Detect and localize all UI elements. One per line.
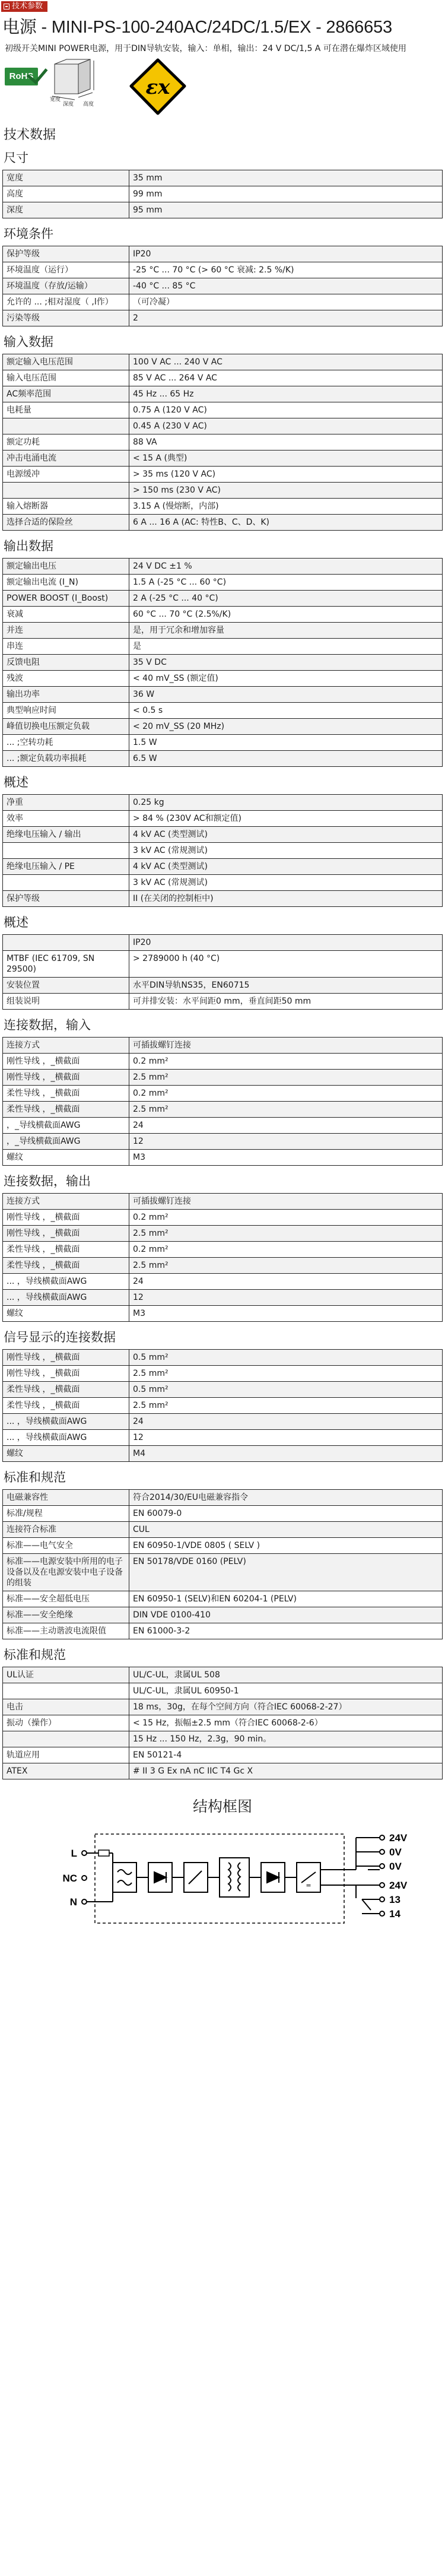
table-row	[3, 1623, 443, 1639]
spec-key: 净重	[3, 795, 129, 811]
spec-key: 典型响应时间	[3, 703, 129, 719]
spec-table	[2, 1489, 443, 1639]
spec-key: 残波	[3, 671, 129, 687]
dimension-pictogram	[49, 58, 104, 112]
spec-key: 标准——安全绝缘	[3, 1607, 129, 1623]
spec-value: 2	[129, 310, 443, 326]
spec-value: 99 mm	[129, 186, 443, 202]
spec-key: ，_导线横截面AWG	[3, 1118, 129, 1134]
terminal-label-l: L	[71, 1848, 77, 1859]
spec-key: 标准——主动谐波电流限值	[3, 1623, 129, 1639]
terminal-label-0v-1: 0V	[389, 1847, 402, 1858]
terminal-label-24v-1: 24V	[389, 1832, 408, 1844]
spec-value: UL/C-UL，隶属UL 60950-1	[129, 1683, 443, 1699]
section-title: 输出数据	[4, 540, 53, 553]
spec-value: EN 60950-1 (SELV)和EN 60204-1 (PELV)	[129, 1591, 443, 1607]
spec-key: 刚性导线 ，_横截面	[3, 1210, 129, 1226]
spec-value: < 15 Hz，振幅±2.5 mm（符合IEC 60068-2-6）	[129, 1715, 443, 1731]
table-row	[3, 575, 443, 591]
spec-key: UL认证	[3, 1667, 129, 1683]
spec-value: 12	[129, 1134, 443, 1150]
spec-value: 24 V DC ±1 %	[129, 559, 443, 575]
table-row	[3, 1382, 443, 1398]
spec-key: ... ，导线横截面AWG	[3, 1290, 129, 1306]
spec-value: 0.75 A (120 V AC)	[129, 402, 443, 418]
table-row	[3, 1102, 443, 1118]
ex-atex-logo	[128, 58, 187, 118]
spec-key	[3, 875, 129, 891]
doc-icon	[4, 4, 9, 9]
spec-value: 60 °C ... 70 °C (2.5%/K)	[129, 607, 443, 623]
spec-table	[2, 1037, 443, 1166]
spec-value: 0.25 kg	[129, 795, 443, 811]
spec-key: 刚性导线 ，_横截面	[3, 1366, 129, 1382]
spec-value: -40 °C ... 85 °C	[129, 278, 443, 294]
table-row	[3, 1747, 443, 1763]
table-row	[3, 1242, 443, 1258]
spec-key: 电耗量	[3, 402, 129, 418]
spec-value: （可冷凝）	[129, 294, 443, 310]
table-row	[3, 559, 443, 575]
spec-key: ... ，导线横截面AWG	[3, 1274, 129, 1290]
spec-value: 可并排安装：水平间距0 mm，垂直间距50 mm	[129, 994, 443, 1010]
table-row	[3, 751, 443, 767]
table-row	[3, 1150, 443, 1166]
table-row	[3, 994, 443, 1010]
spec-sections	[0, 151, 445, 1779]
spec-key: 输入熔断器	[3, 499, 129, 515]
spec-key: 效率	[3, 811, 129, 827]
product-description: 初级开关MINI POWER电源，用于DIN导轨安装，输入：单相，输出：24 V DC/1,5 A 可在潜在爆炸区域使用	[5, 44, 406, 53]
section-title: 环境条件	[4, 227, 53, 241]
spec-key: 螺纹	[3, 1306, 129, 1322]
spec-value: 88 VA	[129, 434, 443, 451]
table-row	[3, 1683, 443, 1699]
main-heading: 技术数据	[4, 127, 56, 142]
left-terminals	[62, 1848, 87, 1908]
spec-value: M4	[129, 1446, 443, 1462]
spec-value: CUL	[129, 1522, 443, 1538]
table-row	[3, 1554, 443, 1591]
table-row	[3, 1607, 443, 1623]
table-row	[3, 202, 443, 218]
spec-key: ，_导线横截面AWG	[3, 1134, 129, 1150]
table-row	[3, 591, 443, 607]
spec-value: EN 60079-0	[129, 1506, 443, 1522]
spec-value: IP20	[129, 246, 443, 262]
table-row	[3, 402, 443, 418]
spec-value: 12	[129, 1430, 443, 1446]
table-row	[3, 1366, 443, 1382]
spec-key: 额定输入电压范围	[3, 354, 129, 370]
spec-value: 0.2 mm²	[129, 1054, 443, 1070]
spec-key: 保护等级	[3, 891, 129, 907]
table-row	[3, 1522, 443, 1538]
spec-key: 绝缘电压输入 / PE	[3, 859, 129, 875]
spec-key: 柔性导线 ，_横截面	[3, 1258, 129, 1274]
section-title: 概述	[4, 776, 28, 789]
table-row	[3, 1038, 443, 1054]
table-row	[3, 1446, 443, 1462]
spec-key	[3, 418, 129, 434]
table-row	[3, 1490, 443, 1506]
spec-value: 2.5 mm²	[129, 1366, 443, 1382]
terminal-label-13: 13	[389, 1894, 401, 1905]
spec-key	[3, 1731, 129, 1747]
depth-label: 深度	[63, 101, 74, 107]
table-row	[3, 607, 443, 623]
spec-value: # II 3 G Ex nA nC IIC T4 Gc X	[129, 1763, 443, 1779]
spec-key: 额定输出电流 (I_N)	[3, 575, 129, 591]
spec-key: ATEX	[3, 1763, 129, 1779]
table-row	[3, 1258, 443, 1274]
table-row	[3, 687, 443, 703]
spec-key: 电磁兼容性	[3, 1490, 129, 1506]
spec-value: 18 ms，30g，在每个空间方向（符合IEC 60068-2-27）	[129, 1699, 443, 1715]
spec-key: 输入电压范围	[3, 370, 129, 386]
spec-key: 标准——电源安装中所用的电子设备以及在电源安装中电子设备的组装	[3, 1554, 129, 1591]
table-row	[3, 703, 443, 719]
spec-value: 1.5 W	[129, 735, 443, 751]
spec-key: 污染等级	[3, 310, 129, 326]
spec-key	[3, 1683, 129, 1699]
spec-value: EN 50178/VDE 0160 (PELV)	[129, 1554, 443, 1591]
spec-value: 24	[129, 1414, 443, 1430]
spec-value: > 150 ms (230 V AC)	[129, 483, 443, 499]
spec-key: 保护等级	[3, 246, 129, 262]
logo-row	[5, 58, 445, 125]
table-row	[3, 515, 443, 531]
table-row	[3, 1306, 443, 1322]
spec-key: 衰减	[3, 607, 129, 623]
spec-value: 0.5 mm²	[129, 1350, 443, 1366]
spec-key: 输出功率	[3, 687, 129, 703]
spec-table	[2, 246, 443, 326]
table-row	[3, 1414, 443, 1430]
spec-value: 85 V AC ... 264 V AC	[129, 370, 443, 386]
spec-key: 振动（操作）	[3, 1715, 129, 1731]
spec-value: > 84 % (230V AC和额定值)	[129, 811, 443, 827]
spec-value: 可插拔螺钉连接	[129, 1038, 443, 1054]
table-row	[3, 483, 443, 499]
spec-key: 允许的 ... ;相对湿度（ ,l作）	[3, 294, 129, 310]
table-row	[3, 499, 443, 515]
section-title: 输入数据	[4, 335, 53, 349]
table-row	[3, 1763, 443, 1779]
spec-key: 连接符合标准	[3, 1522, 129, 1538]
spec-value: IP20	[129, 935, 443, 951]
table-row	[3, 891, 443, 907]
table-row	[3, 1591, 443, 1607]
table-row	[3, 1430, 443, 1446]
table-row	[3, 310, 443, 326]
table-row	[3, 859, 443, 875]
terminal-label-nc: NC	[62, 1873, 77, 1884]
spec-value: 2 A (-25 °C ... 40 °C)	[129, 591, 443, 607]
svg-text:εx: εx	[145, 75, 170, 99]
spec-key: 环境温度（存放/运输）	[3, 278, 129, 294]
table-row	[3, 386, 443, 402]
spec-value: 是，用于冗余和增加容量	[129, 623, 443, 639]
right-terminals	[389, 1832, 408, 1920]
spec-key: POWER BOOST (I_Boost)	[3, 591, 129, 607]
spec-key: ... ;额定负载功率损耗	[3, 751, 129, 767]
spec-key: ... ，导线横截面AWG	[3, 1430, 129, 1446]
table-row	[3, 278, 443, 294]
spec-value: 24	[129, 1118, 443, 1134]
spec-key: 环境温度（运行）	[3, 262, 129, 278]
terminal-label-0v-2: 0V	[389, 1861, 402, 1872]
table-row	[3, 1731, 443, 1747]
spec-value: 12	[129, 1290, 443, 1306]
spec-key: 刚性导线 ，_横截面	[3, 1226, 129, 1242]
spec-value: 15 Hz ... 150 Hz，2.3g，90 min。	[129, 1731, 443, 1747]
spec-key: 连接方式	[3, 1194, 129, 1210]
spec-value: 3 kV AC (常规测试)	[129, 843, 443, 859]
spec-value: 24	[129, 1274, 443, 1290]
table-row	[3, 1118, 443, 1134]
spec-key: 深度	[3, 202, 129, 218]
table-row	[3, 1715, 443, 1731]
table-row	[3, 1070, 443, 1086]
spec-table	[2, 558, 443, 767]
spec-value: 45 Hz ... 65 Hz	[129, 386, 443, 402]
table-row	[3, 1506, 443, 1522]
spec-key: ... ，导线横截面AWG	[3, 1414, 129, 1430]
spec-value: 6.5 W	[129, 751, 443, 767]
table-row	[3, 434, 443, 451]
spec-key: 螺纹	[3, 1150, 129, 1166]
table-row	[3, 246, 443, 262]
spec-value: EN 61000-3-2	[129, 1623, 443, 1639]
spec-value: < 15 A (典型)	[129, 451, 443, 467]
spec-table	[2, 1193, 443, 1322]
terminal-label-24v-2: 24V	[389, 1880, 408, 1891]
spec-value: > 35 ms (120 V AC)	[129, 467, 443, 483]
spec-value: 100 V AC ... 240 V AC	[129, 354, 443, 370]
spec-value: DIN VDE 0100-410	[129, 1607, 443, 1623]
spec-value: 0.45 A (230 V AC)	[129, 418, 443, 434]
spec-value: UL/C-UL，隶属UL 508	[129, 1667, 443, 1683]
spec-value: 4 kV AC (类型测试)	[129, 859, 443, 875]
spec-value: 水平DIN导轨NS35，EN60715	[129, 978, 443, 994]
tag-label: 技术参数	[12, 2, 43, 11]
spec-key: 标准——安全超低电压	[3, 1591, 129, 1607]
section-title: 标准和规范	[4, 1471, 66, 1484]
rohs-logo: RoHS	[5, 68, 46, 95]
spec-table	[2, 170, 443, 218]
spec-value: < 40 mV_SS (额定值)	[129, 671, 443, 687]
table-row	[3, 795, 443, 811]
spec-key: 并连	[3, 623, 129, 639]
table-row	[3, 671, 443, 687]
spec-value: II (在关闭的控制柜中)	[129, 891, 443, 907]
page-title: 电源 - MINI-PS-100-240AC/24DC/1.5/EX - 2866653	[2, 18, 392, 37]
table-row	[3, 451, 443, 467]
block-diagram	[0, 1821, 445, 1940]
spec-key: 刚性导线 ，_横截面	[3, 1054, 129, 1070]
spec-key: 额定功耗	[3, 434, 129, 451]
spec-key: 电源缓冲	[3, 467, 129, 483]
spec-value: 0.5 mm²	[129, 1382, 443, 1398]
table-row	[3, 875, 443, 891]
spec-value: 3.15 A (慢熔断，内部)	[129, 499, 443, 515]
height-label: 高度	[83, 101, 94, 107]
table-row	[3, 827, 443, 843]
table-row	[3, 1194, 443, 1210]
spec-key: 电击	[3, 1699, 129, 1715]
terminal-label-14: 14	[389, 1908, 401, 1920]
table-row	[3, 170, 443, 186]
spec-key: 标准——电气安全	[3, 1538, 129, 1554]
width-label: 宽度	[50, 97, 61, 103]
table-row	[3, 467, 443, 483]
block-diagram-title: 结构框图	[192, 1798, 252, 1815]
spec-key: 柔性导线 ，_横截面	[3, 1102, 129, 1118]
table-row	[3, 623, 443, 639]
table-row	[3, 294, 443, 310]
spec-key: 连接方式	[3, 1038, 129, 1054]
spec-key: 反馈电阻	[3, 655, 129, 671]
table-row	[3, 186, 443, 202]
table-row	[3, 811, 443, 827]
table-row	[3, 354, 443, 370]
svg-text:=: =	[306, 1882, 312, 1889]
spec-key: 柔性导线 ，_横截面	[3, 1382, 129, 1398]
spec-key: 宽度	[3, 170, 129, 186]
spec-key: 绝缘电压输入 / 输出	[3, 827, 129, 843]
table-row	[3, 978, 443, 994]
spec-key: MTBF (IEC 61709, SN 29500)	[3, 951, 129, 978]
spec-value: 0.2 mm²	[129, 1086, 443, 1102]
table-row	[3, 639, 443, 655]
spec-value: M3	[129, 1150, 443, 1166]
spec-key: 柔性导线 ，_横截面	[3, 1398, 129, 1414]
spec-value: 95 mm	[129, 202, 443, 218]
spec-key: 组装说明	[3, 994, 129, 1010]
spec-value: EN 60950-1/VDE 0805 ( SELV )	[129, 1538, 443, 1554]
table-row	[3, 1350, 443, 1366]
spec-value: 2.5 mm²	[129, 1102, 443, 1118]
section-title: 标准和规范	[4, 1648, 66, 1662]
spec-value: 0.2 mm²	[129, 1242, 443, 1258]
section-title: 信号显示的连接数据	[4, 1331, 116, 1344]
spec-value: 6 A ... 16 A (AC: 特性B、C、D、K)	[129, 515, 443, 531]
spec-key: 安装位置	[3, 978, 129, 994]
table-row	[3, 735, 443, 751]
section-title: 概述	[4, 916, 28, 929]
spec-key: 选择合适的保险丝	[3, 515, 129, 531]
spec-table	[2, 1667, 443, 1779]
spec-value: 2.5 mm²	[129, 1398, 443, 1414]
spec-value: -25 °C ... 70 °C (> 60 °C 衰减: 2.5 %/K)	[129, 262, 443, 278]
table-row	[3, 1086, 443, 1102]
table-row	[3, 1134, 443, 1150]
spec-value: > 2789000 h (40 °C)	[129, 951, 443, 978]
spec-key	[3, 935, 129, 951]
spec-table	[2, 794, 443, 907]
terminal-label-n: N	[69, 1896, 77, 1908]
spec-key: 串连	[3, 639, 129, 655]
spec-value: 35 V DC	[129, 655, 443, 671]
table-row	[3, 1274, 443, 1290]
table-row	[3, 1210, 443, 1226]
spec-value: 1.5 A (-25 °C ... 60 °C)	[129, 575, 443, 591]
tag-bar	[0, 0, 445, 14]
section-title: 连接数据，输出	[4, 1175, 91, 1188]
spec-value: 4 kV AC (类型测试)	[129, 827, 443, 843]
table-row	[3, 418, 443, 434]
table-row	[3, 1538, 443, 1554]
spec-value: 可插拔螺钉连接	[129, 1194, 443, 1210]
spec-value: 3 kV AC (常规测试)	[129, 875, 443, 891]
spec-value: M3	[129, 1306, 443, 1322]
spec-value: < 0.5 s	[129, 703, 443, 719]
table-row	[3, 1667, 443, 1683]
spec-table	[2, 934, 443, 1010]
spec-value: 2.5 mm²	[129, 1258, 443, 1274]
spec-key	[3, 483, 129, 499]
table-row	[3, 1699, 443, 1715]
spec-key: 刚性导线 ，_横截面	[3, 1350, 129, 1366]
table-row	[3, 719, 443, 735]
spec-table	[2, 354, 443, 531]
spec-key: AC频率范围	[3, 386, 129, 402]
table-row	[3, 1290, 443, 1306]
spec-key: 额定输出电压	[3, 559, 129, 575]
spec-key: 螺纹	[3, 1446, 129, 1462]
spec-value: 2.5 mm²	[129, 1070, 443, 1086]
spec-key: 高度	[3, 186, 129, 202]
spec-key: 刚性导线 ，_横截面	[3, 1070, 129, 1086]
table-row	[3, 951, 443, 978]
table-row	[3, 1054, 443, 1070]
spec-key	[3, 843, 129, 859]
spec-value: < 20 mV_SS (20 MHz)	[129, 719, 443, 735]
spec-value: EN 50121-4	[129, 1747, 443, 1763]
spec-value: 符合2014/30/EU电磁兼容指令	[129, 1490, 443, 1506]
tech-params-tag	[1, 1, 47, 12]
spec-key: 柔性导线 ，_横截面	[3, 1086, 129, 1102]
spec-key: 柔性导线 ，_横截面	[3, 1242, 129, 1258]
spec-value: 是	[129, 639, 443, 655]
table-row	[3, 655, 443, 671]
spec-value: 36 W	[129, 687, 443, 703]
table-row	[3, 935, 443, 951]
spec-key: 轨道应用	[3, 1747, 129, 1763]
table-row	[3, 262, 443, 278]
spec-value: 0.2 mm²	[129, 1210, 443, 1226]
table-row	[3, 1226, 443, 1242]
spec-value: 2.5 mm²	[129, 1226, 443, 1242]
table-row	[3, 1398, 443, 1414]
spec-key: 标准/规程	[3, 1506, 129, 1522]
spec-key: 峰值切换电压额定负载	[3, 719, 129, 735]
table-row	[3, 370, 443, 386]
spec-key: 冲击电涌电流	[3, 451, 129, 467]
table-row	[3, 843, 443, 859]
spec-value: 35 mm	[129, 170, 443, 186]
spec-table	[2, 1349, 443, 1462]
section-title: 尺寸	[4, 151, 28, 165]
section-title: 连接数据，输入	[4, 1019, 91, 1032]
spec-key: ... ;空转功耗	[3, 735, 129, 751]
